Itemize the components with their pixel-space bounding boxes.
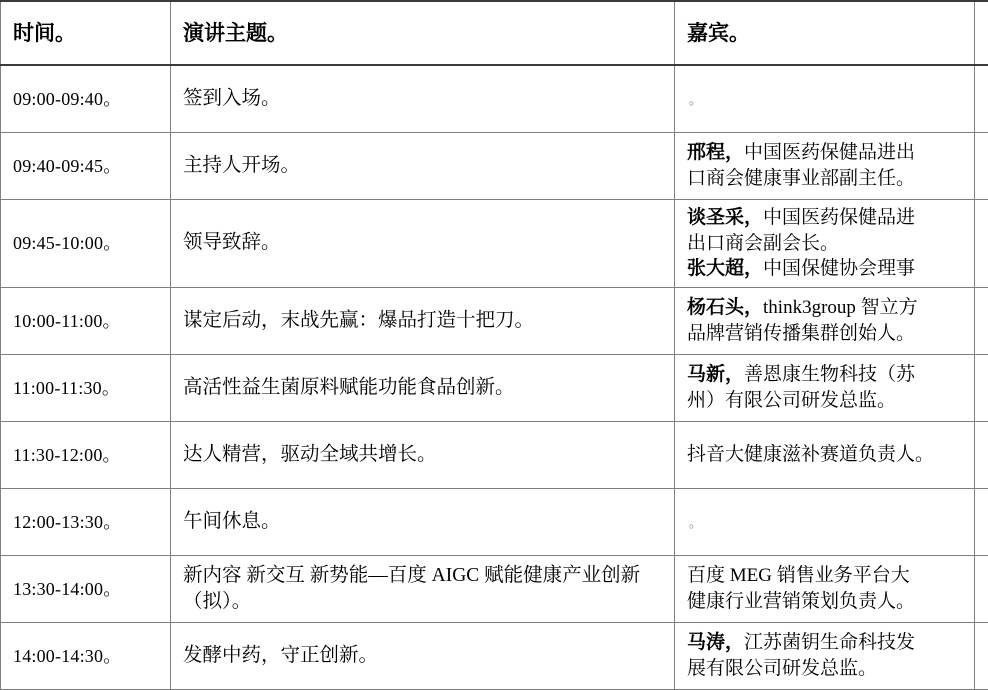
guest-line [687,205,964,231]
guest-text: 健康行业营销策划负责人。 [687,591,915,612]
cell-time: 09:45-10:00。 [1,200,171,288]
guest-line [687,563,964,589]
cell-edge [975,287,988,354]
table-body [1,65,988,689]
cell-topic: 高活性益生菌原料赋能功能食品创新。 [171,354,675,421]
cell-edge [975,200,988,288]
cell-time: 13:30-14:00。 [1,555,171,622]
table-row [1,421,988,488]
cell-time: 14:00-14:30。 [1,622,171,689]
cell-topic: 签到入场。 [171,65,675,133]
cell-guest [675,488,975,555]
guest-text: 中国保健协会理事 [763,258,915,279]
cell-edge [975,555,988,622]
guest-line [687,656,964,682]
guest-text: 州）有限公司研发总监。 [687,390,896,411]
cell-time: 12:00-13:30。 [1,488,171,555]
guest-line [687,442,964,468]
header-time: 时间。 [1,1,171,65]
guest-line [687,256,964,282]
cell-guest [675,555,975,622]
guest-placeholder: 。 [687,514,702,532]
cell-time: 11:30-12:00。 [1,421,171,488]
header-topic: 演讲主题。 [171,1,675,65]
cell-guest [675,200,975,288]
guest-line [687,630,964,656]
cell-edge [975,133,988,200]
guest-text: 善恩康生物科技（苏 [744,364,915,385]
guest-text: 展有限公司研发总监。 [687,658,877,679]
guest-name: 谈圣采， [687,207,763,228]
cell-edge [975,65,988,133]
guest-text: think3group 智立方 [763,297,918,318]
guest-line [687,321,964,347]
guest-name: 邢程， [687,142,744,163]
guest-line [687,295,964,321]
cell-time: 09:40-09:45。 [1,133,171,200]
guest-text: 中国医药保健品进出 [744,142,915,163]
table-row [1,354,988,421]
header-edge [975,1,988,65]
cell-topic: 主持人开场。 [171,133,675,200]
cell-topic: 发酵中药，守正创新。 [171,622,675,689]
table-row [1,555,988,622]
table-row [1,287,988,354]
cell-edge [975,421,988,488]
cell-edge [975,488,988,555]
cell-topic: 领导致辞。 [171,200,675,288]
guest-name: 杨石头， [687,297,763,318]
cell-guest [675,133,975,200]
table-row [1,65,988,133]
guest-text: 品牌营销传播集群创始人。 [687,323,915,344]
table-row [1,200,988,288]
guest-name: 张大超， [687,258,763,279]
cell-time: 09:00-09:40。 [1,65,171,133]
cell-topic: 谋定后动，末战先赢：爆品打造十把刀。 [171,287,675,354]
cell-guest [675,65,975,133]
table-row [1,133,988,200]
guest-line [687,166,964,192]
guest-text: 抖音大健康滋补赛道负责人。 [687,444,934,465]
guest-text: 中国医药保健品进 [763,207,915,228]
cell-edge [975,622,988,689]
cell-guest [675,622,975,689]
cell-guest [675,421,975,488]
guest-text: 百度 MEG 销售业务平台大 [687,565,910,586]
guest-line [687,362,964,388]
guest-line [687,388,964,414]
cell-guest [675,354,975,421]
table-row [1,488,988,555]
guest-text: 口商会健康事业部副主任。 [687,168,915,189]
cell-topic: 午间休息。 [171,488,675,555]
header-row [1,1,988,65]
cell-guest [675,287,975,354]
header-guest: 嘉宾。 [675,1,975,65]
guest-line [687,140,964,166]
cell-time: 11:00-11:30。 [1,354,171,421]
cell-topic: 新内容 新交互 新势能—百度 AIGC 赋能健康产业创新（拟）。 [171,555,675,622]
table-header [1,1,988,65]
guest-line [687,589,964,615]
guest-text: 出口商会副会长。 [687,233,839,254]
guest-line [687,231,964,257]
cell-time: 10:00-11:00。 [1,287,171,354]
guest-text: 江苏菌钥生命科技发 [744,632,915,653]
guest-name: 马新， [687,364,744,385]
table-row [1,622,988,689]
guest-placeholder: 。 [687,91,702,109]
cell-edge [975,354,988,421]
cell-topic: 达人精营，驱动全域共增长。 [171,421,675,488]
guest-name: 马涛， [687,632,744,653]
